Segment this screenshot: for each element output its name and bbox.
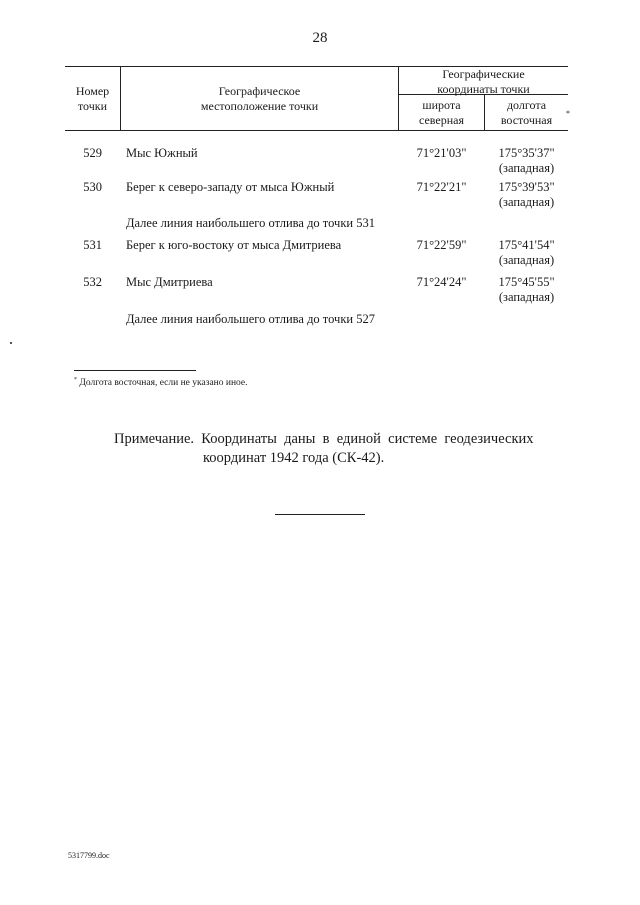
point-latitude: 71°21'03" — [416, 146, 467, 160]
point-number: 531 — [83, 238, 102, 252]
footnote — [74, 377, 248, 388]
page-number: 28 — [312, 30, 328, 46]
doc-filename: 5317799.doc — [68, 851, 110, 860]
footnote-mark: * — [74, 377, 77, 383]
point-place: Мыс Южный — [126, 146, 198, 160]
end-rule — [275, 514, 365, 515]
point-latitude: 71°22'21" — [416, 180, 467, 194]
header-longitude: долгота восточная — [500, 98, 553, 127]
note-line-1: Примечание. Координаты даны в единой системе геодезических — [114, 431, 534, 447]
continuation-text: Далее линия наибольшего отлива до точки 531 — [126, 216, 375, 230]
point-place: Мыс Дмитриева — [126, 275, 213, 289]
point-longitude: 175°39'53" (западная) — [498, 180, 555, 209]
point-place: Берег к юго-востоку от мыса Дмитриева — [126, 238, 342, 252]
header-number: Номер точки — [75, 84, 110, 113]
continuation-text: Далее линия наибольшего отлива до точки 527 — [126, 312, 375, 326]
point-latitude: 71°22'59" — [416, 238, 467, 252]
point-longitude: 175°45'55" (западная) — [498, 275, 555, 304]
footnote-marker: * — [566, 109, 570, 118]
point-place: Берег к северо-западу от мыса Южный — [126, 180, 335, 194]
scan-dot — [10, 342, 12, 344]
header-location: Географическое местоположение точки — [200, 84, 319, 113]
note-line-2: координат 1942 года (СК-42). — [203, 450, 385, 466]
point-latitude: 71°24'24" — [416, 275, 467, 289]
point-longitude: 175°35'37" (западная) — [498, 146, 555, 175]
footnote-separator — [74, 370, 196, 371]
point-number: 529 — [83, 146, 102, 160]
header-bottom-rule — [65, 130, 568, 131]
header-latitude: широта северная — [419, 98, 464, 127]
point-longitude: 175°41'54" (западная) — [498, 238, 555, 267]
point-number: 532 — [83, 275, 102, 289]
footnote-text: Долгота восточная, если не указано иное. — [79, 378, 248, 388]
point-number: 530 — [83, 180, 102, 194]
header-coordinates: Географические координаты точки — [437, 67, 530, 96]
